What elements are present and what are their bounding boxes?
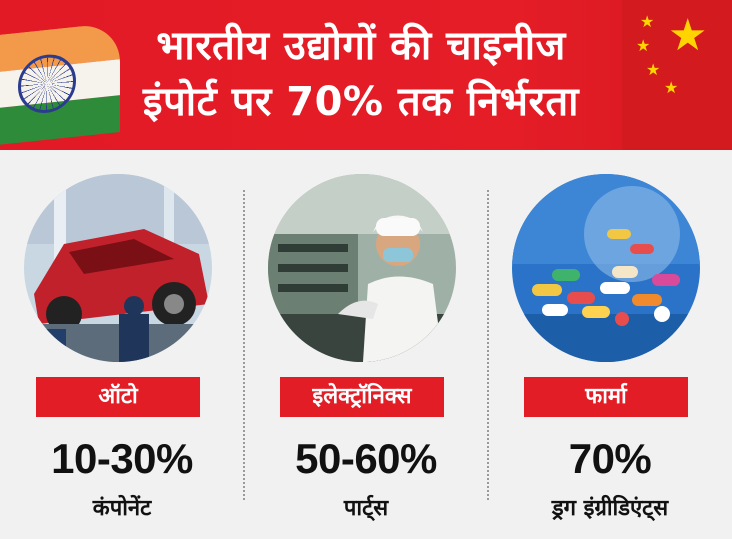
sector-value-electronics: 50-60% <box>295 435 437 482</box>
small-star-icon: ★ <box>636 36 651 55</box>
sector-label-electronics: इलेक्ट्रॉनिक्स <box>280 377 444 417</box>
small-star-icon: ★ <box>646 60 661 79</box>
sector-sub-auto: कंपोनेंट <box>92 496 152 521</box>
sector-label-pharma: फार्मा <box>524 377 688 417</box>
sector-value-pharma: 70% <box>568 435 652 482</box>
header-banner <box>0 0 732 150</box>
big-star-icon: ★ <box>668 10 708 61</box>
sector-cards <box>0 150 732 539</box>
sector-card-auto <box>0 150 244 539</box>
small-star-icon: ★ <box>640 12 655 31</box>
pills-photo-icon <box>512 174 700 362</box>
electronics-worker-photo-icon <box>268 174 456 362</box>
sector-label-auto: ऑटो <box>36 377 200 417</box>
sector-card-electronics <box>244 150 488 539</box>
sector-sub-pharma: ड्रग इंग्रीडिएंट्स <box>551 496 669 521</box>
india-flag-icon <box>0 22 120 148</box>
page-title <box>120 18 602 130</box>
sector-value-auto: 10-30% <box>51 435 193 482</box>
title-line-2: इंपोर्ट पर 70% तक निर्भरता <box>142 79 580 125</box>
car-assembly-photo-icon <box>24 174 212 362</box>
title-line-1: भारतीय उद्योगों की चाइनीज <box>156 23 566 69</box>
sector-card-pharma <box>488 150 732 539</box>
small-star-icon: ★ <box>664 78 679 97</box>
sector-sub-electronics: पार्ट्स <box>343 496 389 521</box>
china-flag-icon <box>622 0 732 150</box>
